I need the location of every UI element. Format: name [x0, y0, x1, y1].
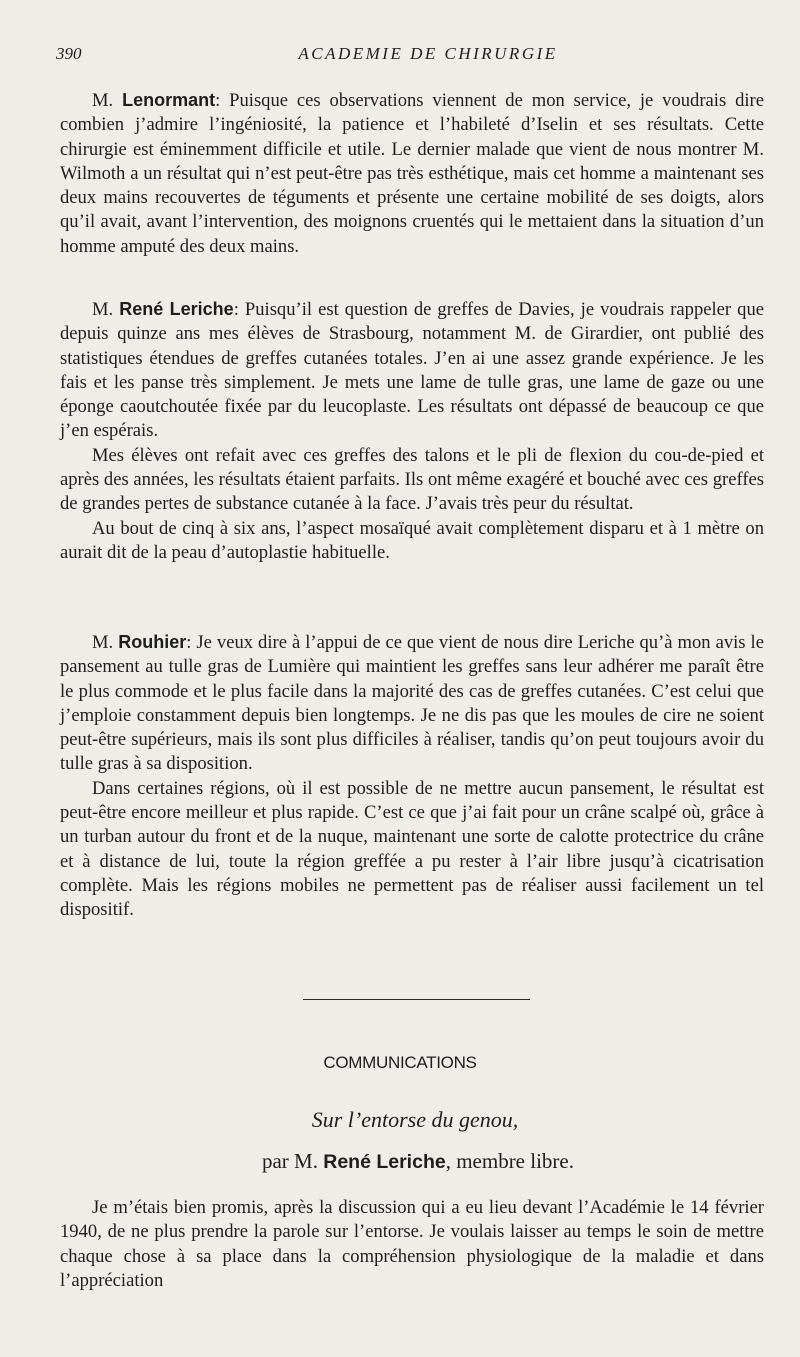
byline-suffix: , membre libre.	[445, 1149, 574, 1173]
page-number: 390	[56, 44, 82, 63]
paragraph: Mes élèves ont refait avec ces greffes des talons et le pli de flexion du cou-de-pied et après des années, les résultats étaient parfaits. Ils ont même exagéré et bouché avec ces greffes de grandes pertes de substance cutanée à la face. J’avais très peur du résultat.	[60, 444, 764, 515]
article-title: Sur l’entorse du genou,	[311, 1107, 519, 1132]
paragraph-text: : Je veux dire à l’appui de ce que vient de nous dire Leriche qu’à mon avis le pansement au tulle gras de Lumière qui maintient les greffes sans leur adhérer me paraît être le plus commode et le plus facile dans la majorité des cas de greffes cutanées. C’est celui que j’emploie constamment depuis bien longtemps. Je ne dis pas que les moules de cire ne soient peut-être supérieurs, mais ils sont plus difficiles à réaliser, tandis qu’on peut toujours avoir du tulle gras à sa disposition.	[60, 632, 764, 775]
speaker-name: Lenormant	[122, 90, 216, 110]
paragraph-leriche	[60, 297, 764, 565]
paragraph-text: : Puisqu’il est question de greffes de Davies, je voudrais rappeler que depuis quinze ans mes élèves de Strasbourg, notamment M. de Girardier, ont publié des statistiques étendues de greffes cutanées totales. J’en ai une assez grande expérience. Je les fais et les panse très simplement. Je mets une lame de tulle gras, une lame de gaze ou une éponge caoutchoutée fixée par du leucoplaste. Les résultats ont dépassé de beaucoup ce que j’en espérais.	[60, 299, 765, 442]
running-head	[56, 44, 760, 68]
journal-title: ACADEMIE DE CHIRURGIE	[298, 44, 558, 63]
byline	[0, 1149, 800, 1174]
speaker-prefix: M.	[92, 90, 123, 111]
paragraph-rouhier	[60, 630, 764, 923]
section-separator	[303, 999, 530, 1000]
paragraph	[60, 630, 764, 777]
paragraph-text: : Puisque ces observations viennent de mon service, je voudrais dire combien j’admire l’ingéniosité, la patience et l’habileté d’Iselin et ses résultats. Cette chirurgie est éminemment difficile et utile. Le dernier malade que vient de nous montrer M. Wilmoth a un résultat qui n’est peut-être pas très esthétique, mais cet homme a maintenant ses deux mains recouvertes de téguments et présente une certaine mobilité de ses doigts, alors qu’il avait, avant l’intervention, des moignons cruentés qui le mettaient dans la situation d’un homme amputé des deux mains.	[60, 90, 764, 257]
article-body	[60, 1196, 764, 1293]
byline-prefix: par M.	[261, 1149, 324, 1173]
speaker-prefix: M.	[92, 632, 119, 653]
paragraph	[60, 297, 764, 444]
speaker-name: René Leriche	[119, 299, 234, 319]
speaker-name: Rouhier	[118, 632, 187, 652]
paragraph-lenormant	[60, 88, 764, 259]
paragraph: Je m’étais bien promis, après la discussion qui a eu lieu devant l’Académie le 14 février 1940, de ne plus prendre la parole sur l’entorse. Je voulais laisser au temps le soin de mettre chaque chose à sa place dans la compréhension physiologique de la maladie et dans l’appréciation	[60, 1197, 764, 1291]
paragraph: Au bout de cinq à six ans, l’aspect mosaïqué avait complètement disparu et à 1 mètre on aurait dit de la peau d’autoplastie habituelle.	[60, 517, 764, 563]
byline-author: René Leriche	[323, 1151, 446, 1173]
section-heading: COMMUNICATIONS	[323, 1053, 477, 1072]
paragraph	[60, 88, 764, 259]
speaker-prefix: M.	[92, 299, 120, 320]
paragraph: Dans certaines régions, où il est possible de ne mettre aucun pansement, le résultat est peut-être encore meilleur et plus rapide. C’est ce que j’ai fait pour un crâne scalpé où, grâce à un turban autour du front et de la nuque, maintenant une sorte de calotte protectrice du crâne et à distance de lui, toute la région greffée a pu rester à l’air libre jusqu’à cicatrisation complète. Mais les régions mobiles ne permettent pas de réaliser aussi facilement un tel dispositif.	[60, 777, 764, 921]
